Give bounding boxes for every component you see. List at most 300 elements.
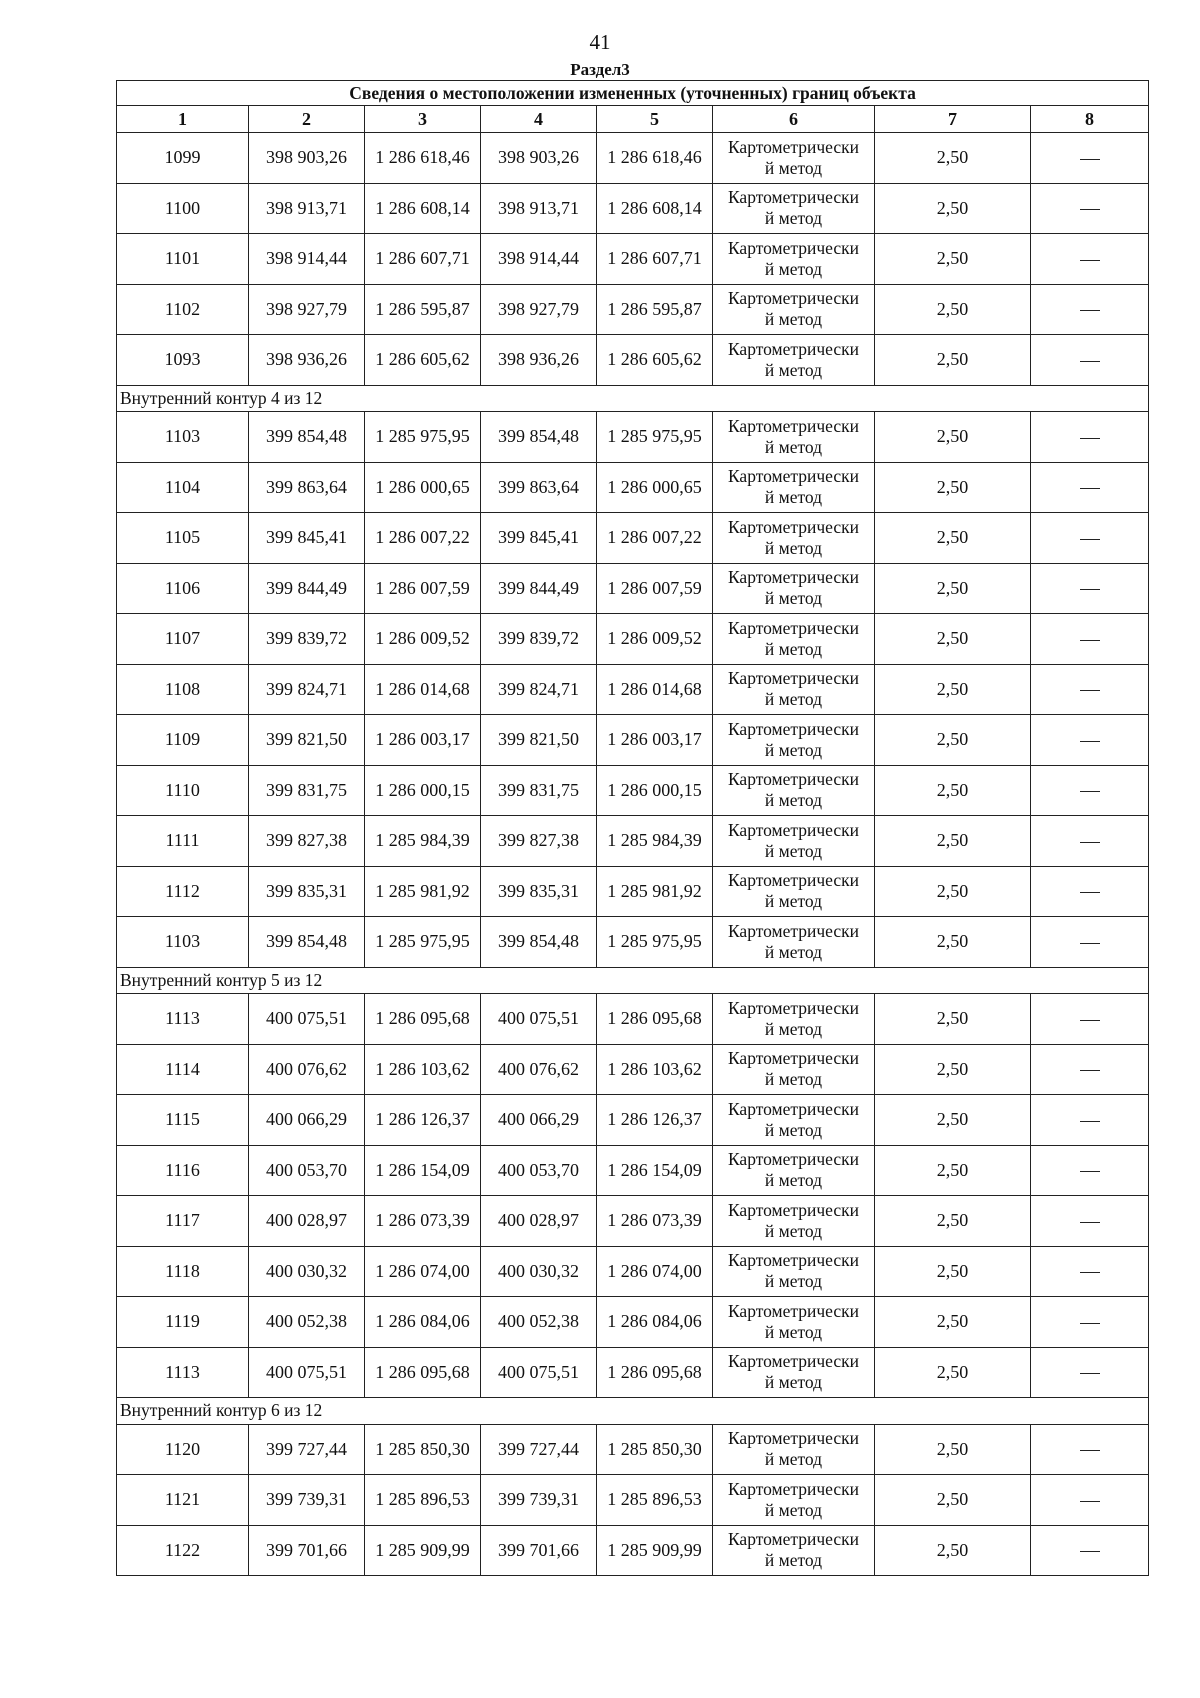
table-row	[117, 462, 1149, 513]
point-number: 1100	[117, 183, 249, 234]
y-coordinate-new: 1 285 909,99	[597, 1525, 713, 1576]
point-number: 1112	[117, 866, 249, 917]
method-line-1: Картометрически	[727, 1199, 860, 1220]
x-coordinate-new: 399 863,64	[481, 462, 597, 513]
empty-dash	[1080, 741, 1100, 742]
point-number: 1103	[117, 917, 249, 968]
method-line-2: й метод	[764, 157, 823, 178]
accuracy-value: 2,50	[875, 234, 1031, 285]
empty-cell	[1031, 234, 1149, 285]
empty-cell	[1031, 614, 1149, 665]
table-row	[117, 1347, 1149, 1398]
x-coordinate: 399 863,64	[249, 462, 365, 513]
point-number: 1119	[117, 1297, 249, 1348]
table-row	[117, 183, 1149, 234]
contour-heading-row	[117, 967, 1149, 994]
table-row	[117, 1246, 1149, 1297]
method-line-2: й метод	[764, 1220, 823, 1241]
point-number: 1102	[117, 284, 249, 335]
coordinates-table	[116, 80, 1149, 1576]
accuracy-value: 2,50	[875, 1145, 1031, 1196]
table-row	[117, 1297, 1149, 1348]
x-coordinate: 399 727,44	[249, 1424, 365, 1475]
method-line-1: Картометрически	[727, 338, 860, 359]
column-number: 2	[249, 106, 365, 133]
table-row	[117, 715, 1149, 766]
method-line-2: й метод	[764, 941, 823, 962]
empty-dash	[1080, 1070, 1100, 1071]
y-coordinate-new: 1 286 095,68	[597, 994, 713, 1045]
method-line-2: й метод	[764, 1271, 823, 1292]
empty-cell	[1031, 284, 1149, 335]
y-coordinate: 1 286 095,68	[365, 1347, 481, 1398]
x-coordinate-new: 400 075,51	[481, 994, 597, 1045]
method-cell	[713, 765, 875, 816]
empty-dash	[1080, 1121, 1100, 1122]
x-coordinate-new: 399 821,50	[481, 715, 597, 766]
column-number-row	[117, 106, 1149, 133]
empty-dash	[1080, 488, 1100, 489]
y-coordinate: 1 286 595,87	[365, 284, 481, 335]
empty-dash	[1080, 1171, 1100, 1172]
point-number: 1105	[117, 513, 249, 564]
point-number: 1110	[117, 765, 249, 816]
method-line-2: й метод	[764, 739, 823, 760]
table-row	[117, 284, 1149, 335]
point-number: 1099	[117, 133, 249, 184]
method-line-1: Картометрически	[727, 769, 860, 790]
empty-cell	[1031, 133, 1149, 184]
method-line-2: й метод	[764, 588, 823, 609]
method-line-2: й метод	[764, 840, 823, 861]
x-coordinate: 400 075,51	[249, 994, 365, 1045]
accuracy-value: 2,50	[875, 1347, 1031, 1398]
x-coordinate-new: 399 701,66	[481, 1525, 597, 1576]
empty-dash	[1080, 1272, 1100, 1273]
accuracy-value: 2,50	[875, 284, 1031, 335]
y-coordinate-new: 1 286 009,52	[597, 614, 713, 665]
method-line-2: й метод	[764, 1069, 823, 1090]
empty-dash	[1080, 539, 1100, 540]
method-cell	[713, 513, 875, 564]
empty-cell	[1031, 1525, 1149, 1576]
empty-dash	[1080, 159, 1100, 160]
y-coordinate-new: 1 286 126,37	[597, 1095, 713, 1146]
accuracy-value: 2,50	[875, 133, 1031, 184]
y-coordinate-new: 1 285 975,95	[597, 412, 713, 463]
method-cell	[713, 1196, 875, 1247]
y-coordinate: 1 286 003,17	[365, 715, 481, 766]
accuracy-value: 2,50	[875, 866, 1031, 917]
accuracy-value: 2,50	[875, 1297, 1031, 1348]
x-coordinate: 399 827,38	[249, 816, 365, 867]
x-coordinate: 400 052,38	[249, 1297, 365, 1348]
x-coordinate: 398 927,79	[249, 284, 365, 335]
y-coordinate: 1 286 084,06	[365, 1297, 481, 1348]
y-coordinate-new: 1 285 984,39	[597, 816, 713, 867]
x-coordinate-new: 398 903,26	[481, 133, 597, 184]
method-line-2: й метод	[764, 258, 823, 279]
y-coordinate: 1 286 073,39	[365, 1196, 481, 1247]
column-number: 3	[365, 106, 481, 133]
point-number: 1115	[117, 1095, 249, 1146]
point-number: 1117	[117, 1196, 249, 1247]
column-number: 7	[875, 106, 1031, 133]
x-coordinate: 400 075,51	[249, 1347, 365, 1398]
empty-dash	[1080, 842, 1100, 843]
method-line-1: Картометрически	[727, 1098, 860, 1119]
method-cell	[713, 664, 875, 715]
accuracy-value: 2,50	[875, 664, 1031, 715]
point-number: 1111	[117, 816, 249, 867]
method-line-1: Картометрически	[727, 237, 860, 258]
y-coordinate: 1 286 095,68	[365, 994, 481, 1045]
accuracy-value: 2,50	[875, 513, 1031, 564]
method-line-1: Картометрически	[727, 187, 860, 208]
point-number: 1113	[117, 994, 249, 1045]
table-row	[117, 816, 1149, 867]
empty-cell	[1031, 462, 1149, 513]
x-coordinate: 399 839,72	[249, 614, 365, 665]
method-cell	[713, 1525, 875, 1576]
table-row	[117, 563, 1149, 614]
y-coordinate: 1 286 074,00	[365, 1246, 481, 1297]
method-cell	[713, 412, 875, 463]
empty-cell	[1031, 335, 1149, 386]
table-row	[117, 1196, 1149, 1247]
method-line-1: Картометрически	[727, 1351, 860, 1372]
empty-dash	[1080, 892, 1100, 893]
x-coordinate-new: 399 845,41	[481, 513, 597, 564]
y-coordinate-new: 1 286 000,65	[597, 462, 713, 513]
method-cell	[713, 1297, 875, 1348]
y-coordinate-new: 1 286 608,14	[597, 183, 713, 234]
contour-heading: Внутренний контур 6 из 12	[117, 1398, 1149, 1425]
point-number: 1093	[117, 335, 249, 386]
method-cell	[713, 1095, 875, 1146]
y-coordinate: 1 286 103,62	[365, 1044, 481, 1095]
x-coordinate-new: 400 076,62	[481, 1044, 597, 1095]
method-line-1: Картометрически	[727, 466, 860, 487]
method-line-1: Картометрически	[727, 668, 860, 689]
empty-cell	[1031, 412, 1149, 463]
accuracy-value: 2,50	[875, 1044, 1031, 1095]
empty-cell	[1031, 1347, 1149, 1398]
x-coordinate: 400 066,29	[249, 1095, 365, 1146]
x-coordinate: 398 903,26	[249, 133, 365, 184]
empty-cell	[1031, 1196, 1149, 1247]
method-cell	[713, 816, 875, 867]
y-coordinate: 1 286 607,71	[365, 234, 481, 285]
table-row	[117, 513, 1149, 564]
table-row	[117, 1044, 1149, 1095]
y-coordinate: 1 286 000,15	[365, 765, 481, 816]
method-cell	[713, 183, 875, 234]
y-coordinate: 1 286 009,52	[365, 614, 481, 665]
table-row	[117, 994, 1149, 1045]
point-number: 1103	[117, 412, 249, 463]
column-number: 5	[597, 106, 713, 133]
y-coordinate: 1 286 007,22	[365, 513, 481, 564]
method-cell	[713, 335, 875, 386]
table-row	[117, 917, 1149, 968]
x-coordinate-new: 400 066,29	[481, 1095, 597, 1146]
x-coordinate-new: 400 028,97	[481, 1196, 597, 1247]
empty-cell	[1031, 816, 1149, 867]
method-cell	[713, 1145, 875, 1196]
accuracy-value: 2,50	[875, 816, 1031, 867]
contour-heading-row	[117, 1398, 1149, 1425]
x-coordinate: 399 854,48	[249, 412, 365, 463]
x-coordinate-new: 398 927,79	[481, 284, 597, 335]
y-coordinate: 1 286 154,09	[365, 1145, 481, 1196]
y-coordinate-new: 1 285 896,53	[597, 1475, 713, 1526]
y-coordinate: 1 286 126,37	[365, 1095, 481, 1146]
method-cell	[713, 1246, 875, 1297]
table-row	[117, 133, 1149, 184]
method-line-2: й метод	[764, 790, 823, 811]
point-number: 1108	[117, 664, 249, 715]
contour-heading: Внутренний контур 4 из 12	[117, 385, 1149, 412]
x-coordinate: 399 701,66	[249, 1525, 365, 1576]
table-row	[117, 1145, 1149, 1196]
empty-cell	[1031, 1475, 1149, 1526]
table-row	[117, 765, 1149, 816]
accuracy-value: 2,50	[875, 1095, 1031, 1146]
x-coordinate-new: 398 936,26	[481, 335, 597, 386]
method-cell	[713, 563, 875, 614]
table-row	[117, 1475, 1149, 1526]
y-coordinate: 1 285 850,30	[365, 1424, 481, 1475]
table-row	[117, 866, 1149, 917]
method-line-1: Картометрически	[727, 1478, 860, 1499]
x-coordinate-new: 399 844,49	[481, 563, 597, 614]
y-coordinate: 1 286 618,46	[365, 133, 481, 184]
y-coordinate-new: 1 285 981,92	[597, 866, 713, 917]
accuracy-value: 2,50	[875, 462, 1031, 513]
method-line-2: й метод	[764, 1321, 823, 1342]
accuracy-value: 2,50	[875, 1196, 1031, 1247]
x-coordinate: 399 854,48	[249, 917, 365, 968]
x-coordinate: 399 821,50	[249, 715, 365, 766]
x-coordinate: 400 030,32	[249, 1246, 365, 1297]
method-line-1: Картометрически	[727, 1428, 860, 1449]
method-cell	[713, 715, 875, 766]
method-line-1: Картометрически	[727, 1250, 860, 1271]
method-line-2: й метод	[764, 1372, 823, 1393]
empty-dash	[1080, 1373, 1100, 1374]
method-line-1: Картометрически	[727, 997, 860, 1018]
empty-cell	[1031, 917, 1149, 968]
point-number: 1101	[117, 234, 249, 285]
empty-dash	[1080, 690, 1100, 691]
method-cell	[713, 284, 875, 335]
accuracy-value: 2,50	[875, 1475, 1031, 1526]
method-line-2: й метод	[764, 1119, 823, 1140]
empty-dash	[1080, 1323, 1100, 1324]
x-coordinate: 399 835,31	[249, 866, 365, 917]
point-number: 1118	[117, 1246, 249, 1297]
y-coordinate-new: 1 286 095,68	[597, 1347, 713, 1398]
method-line-2: й метод	[764, 436, 823, 457]
point-number: 1107	[117, 614, 249, 665]
table-caption: Сведения о местоположении измененных (уточненных) границ объекта	[117, 81, 1149, 106]
empty-dash	[1080, 1501, 1100, 1502]
empty-cell	[1031, 1145, 1149, 1196]
y-coordinate-new: 1 286 595,87	[597, 284, 713, 335]
point-number: 1120	[117, 1424, 249, 1475]
x-coordinate: 400 028,97	[249, 1196, 365, 1247]
x-coordinate: 398 936,26	[249, 335, 365, 386]
empty-dash	[1080, 361, 1100, 362]
empty-cell	[1031, 513, 1149, 564]
empty-dash	[1080, 209, 1100, 210]
y-coordinate-new: 1 286 618,46	[597, 133, 713, 184]
empty-cell	[1031, 1095, 1149, 1146]
method-cell	[713, 917, 875, 968]
y-coordinate-new: 1 286 000,15	[597, 765, 713, 816]
method-line-2: й метод	[764, 1550, 823, 1571]
accuracy-value: 2,50	[875, 994, 1031, 1045]
x-coordinate: 399 739,31	[249, 1475, 365, 1526]
method-line-2: й метод	[764, 1170, 823, 1191]
y-coordinate: 1 286 608,14	[365, 183, 481, 234]
table-row	[117, 412, 1149, 463]
method-line-2: й метод	[764, 208, 823, 229]
y-coordinate-new: 1 286 154,09	[597, 1145, 713, 1196]
x-coordinate-new: 398 913,71	[481, 183, 597, 234]
x-coordinate-new: 399 854,48	[481, 917, 597, 968]
method-line-1: Картометрически	[727, 288, 860, 309]
method-line-2: й метод	[764, 309, 823, 330]
method-line-1: Картометрически	[727, 718, 860, 739]
y-coordinate-new: 1 286 605,62	[597, 335, 713, 386]
method-cell	[713, 994, 875, 1045]
method-line-2: й метод	[764, 537, 823, 558]
y-coordinate-new: 1 286 007,22	[597, 513, 713, 564]
point-number: 1122	[117, 1525, 249, 1576]
x-coordinate: 400 076,62	[249, 1044, 365, 1095]
y-coordinate-new: 1 285 850,30	[597, 1424, 713, 1475]
x-coordinate-new: 399 827,38	[481, 816, 597, 867]
x-coordinate-new: 399 727,44	[481, 1424, 597, 1475]
empty-cell	[1031, 563, 1149, 614]
x-coordinate: 400 053,70	[249, 1145, 365, 1196]
method-line-1: Картометрически	[727, 1149, 860, 1170]
empty-dash	[1080, 943, 1100, 944]
method-line-1: Картометрически	[727, 819, 860, 840]
method-line-2: й метод	[764, 359, 823, 380]
y-coordinate-new: 1 286 607,71	[597, 234, 713, 285]
y-coordinate-new: 1 286 003,17	[597, 715, 713, 766]
empty-cell	[1031, 715, 1149, 766]
method-cell	[713, 614, 875, 665]
accuracy-value: 2,50	[875, 715, 1031, 766]
method-line-2: й метод	[764, 891, 823, 912]
x-coordinate-new: 400 052,38	[481, 1297, 597, 1348]
method-line-1: Картометрически	[727, 1529, 860, 1550]
section-title: Раздел3	[570, 60, 630, 79]
point-number: 1109	[117, 715, 249, 766]
column-number: 1	[117, 106, 249, 133]
empty-dash	[1080, 791, 1100, 792]
column-number: 4	[481, 106, 597, 133]
method-cell	[713, 1475, 875, 1526]
method-line-1: Картометрически	[727, 617, 860, 638]
y-coordinate: 1 286 605,62	[365, 335, 481, 386]
x-coordinate: 399 844,49	[249, 563, 365, 614]
x-coordinate: 399 824,71	[249, 664, 365, 715]
method-line-1: Картометрически	[727, 415, 860, 436]
accuracy-value: 2,50	[875, 1424, 1031, 1475]
x-coordinate: 399 845,41	[249, 513, 365, 564]
accuracy-value: 2,50	[875, 1525, 1031, 1576]
point-number: 1113	[117, 1347, 249, 1398]
method-cell	[713, 462, 875, 513]
y-coordinate: 1 286 000,65	[365, 462, 481, 513]
x-coordinate-new: 398 914,44	[481, 234, 597, 285]
point-number: 1106	[117, 563, 249, 614]
y-coordinate: 1 285 975,95	[365, 412, 481, 463]
x-coordinate-new: 399 824,71	[481, 664, 597, 715]
x-coordinate: 398 914,44	[249, 234, 365, 285]
x-coordinate-new: 399 854,48	[481, 412, 597, 463]
contour-heading-row	[117, 385, 1149, 412]
point-number: 1114	[117, 1044, 249, 1095]
accuracy-value: 2,50	[875, 614, 1031, 665]
accuracy-value: 2,50	[875, 335, 1031, 386]
empty-dash	[1080, 310, 1100, 311]
empty-dash	[1080, 260, 1100, 261]
x-coordinate-new: 399 739,31	[481, 1475, 597, 1526]
empty-dash	[1080, 438, 1100, 439]
table-row	[117, 1424, 1149, 1475]
accuracy-value: 2,50	[875, 765, 1031, 816]
contour-heading: Внутренний контур 5 из 12	[117, 967, 1149, 994]
y-coordinate-new: 1 286 074,00	[597, 1246, 713, 1297]
method-line-2: й метод	[764, 689, 823, 710]
x-coordinate-new: 399 831,75	[481, 765, 597, 816]
y-coordinate-new: 1 286 007,59	[597, 563, 713, 614]
empty-dash	[1080, 1551, 1100, 1552]
empty-cell	[1031, 994, 1149, 1045]
y-coordinate: 1 286 007,59	[365, 563, 481, 614]
method-cell	[713, 133, 875, 184]
x-coordinate: 398 913,71	[249, 183, 365, 234]
y-coordinate: 1 285 984,39	[365, 816, 481, 867]
method-line-2: й метод	[764, 487, 823, 508]
column-number: 6	[713, 106, 875, 133]
accuracy-value: 2,50	[875, 412, 1031, 463]
y-coordinate: 1 285 975,95	[365, 917, 481, 968]
y-coordinate: 1 286 014,68	[365, 664, 481, 715]
method-line-1: Картометрически	[727, 870, 860, 891]
y-coordinate: 1 285 981,92	[365, 866, 481, 917]
empty-cell	[1031, 1297, 1149, 1348]
point-number: 1116	[117, 1145, 249, 1196]
method-line-1: Картометрически	[727, 920, 860, 941]
table-body	[117, 81, 1149, 1576]
accuracy-value: 2,50	[875, 917, 1031, 968]
y-coordinate-new: 1 286 014,68	[597, 664, 713, 715]
empty-dash	[1080, 1222, 1100, 1223]
method-line-1: Картометрически	[727, 1048, 860, 1069]
method-cell	[713, 866, 875, 917]
y-coordinate-new: 1 285 975,95	[597, 917, 713, 968]
empty-dash	[1080, 1450, 1100, 1451]
page-number: 41	[589, 30, 611, 54]
empty-cell	[1031, 1424, 1149, 1475]
